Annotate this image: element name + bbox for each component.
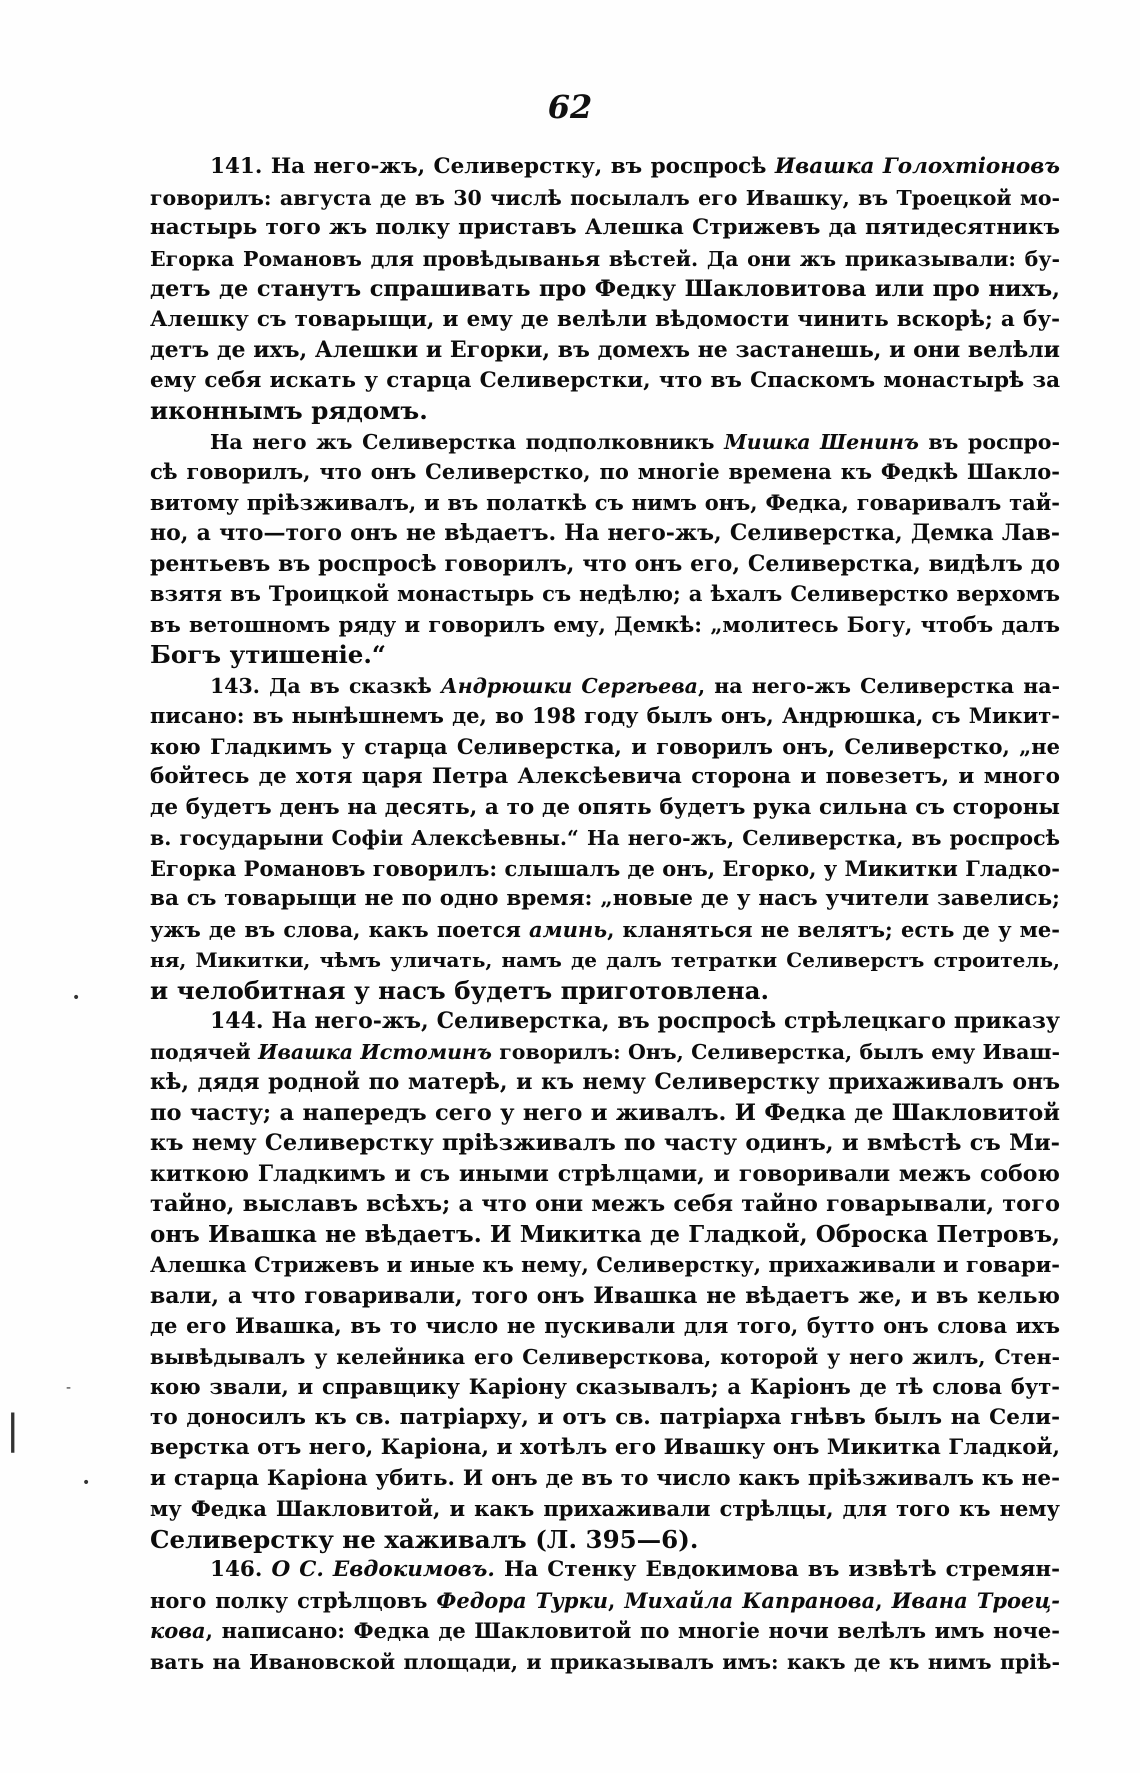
italic-name: аминь [529,916,608,942]
text-line [150,579,1060,610]
text-segment: ему себя искать у старца Селиверстки, что въ Спаскомъ монастырѣ за [150,367,1060,393]
text-segment: и челобитная у насъ будетъ приготовлена. [150,975,770,1005]
text-segment: то доносилъ къ св. патріарху, и отъ св. патріарха гнѣвъ былъ на Сели- [150,1404,1060,1430]
text-line [150,1403,1060,1434]
text-segment: вали, а что говаривали, того онъ Ивашка не вѣдаетъ же, и въ келью [150,1282,1060,1309]
text-segment: но, а что—того онъ не вѣдаетъ. На него-жъ, Селиверстка, Демка Лав- [150,520,1060,546]
text-segment: Алешка Стрижевъ и иные къ нему, Селиверстку, прихаживали и говари- [150,1252,1060,1277]
text-segment: и старца Каріона убить. И онъ де въ то число какъ пріѣзживалъ къ не- [150,1465,1060,1491]
text-segment: 146. [210,1557,272,1582]
text-line [150,488,1060,519]
italic-name: О С. Евдокимовъ. [271,1557,495,1582]
text-line [150,1433,1060,1464]
text-line [150,640,1060,671]
text-segment: говорилъ: Онъ, Селиверстка, былъ ему Иваш- [491,1039,1060,1064]
italic-name: Ивашка Голохтіоновъ [774,154,1060,179]
text-line [150,1647,1060,1678]
text-line [150,1586,1060,1617]
text-segment: детъ де ихъ, Алешки и Егорки, въ домехъ не застанешь, и они велѣли [150,337,1060,363]
text-line [150,1616,1060,1647]
text-line [150,1555,1060,1586]
text-line [150,1464,1060,1495]
text-segment: подячей [150,1039,259,1064]
text-segment: сѣ говорилъ, что онъ Селиверстко, по многіе времена къ Федкѣ Шакло- [150,459,1060,484]
text-line [150,1494,1060,1525]
text-segment: вать на Ивановской площади, и приказывалъ имъ: какъ де къ нимъ пріѣ- [150,1649,1060,1674]
text-segment: Селиверстку не хаживалъ (Л. 395—6). [150,1524,699,1554]
text-segment: рентьевъ въ роспросѣ говорилъ, что онъ его, Селиверстка, видѣлъ до [150,550,1060,577]
italic-name: Федора Турки [436,1587,608,1613]
text-segment: въ ветошномъ ряду и говорилъ ему, Демкѣ: „молитесь Богу, чтобъ далъ [150,611,1060,637]
text-line [150,1067,1060,1098]
italic-name: Ивашка Истоминъ [258,1039,492,1064]
text-line [150,366,1060,397]
margin-mark: - [66,1380,72,1396]
text-line [150,1281,1060,1312]
text-line [150,701,1060,732]
text-segment: , написано: Федка де Шакловитой по многіе ночи велѣлъ имъ ноче- [205,1618,1060,1643]
text-segment: писано: въ нынѣшнемъ де, во 198 году былъ онъ, Андрюшка, съ Микит- [150,703,1060,728]
text-segment: верстка отъ него, Каріона, и хотѣлъ его Ивашку онъ Микитка Гладкой, [150,1435,1060,1460]
text-line [150,1128,1060,1159]
margin-mark: | [6,1407,20,1453]
text-segment: , на него-жъ Селиверстка на- [697,673,1060,698]
text-line [150,823,1060,854]
body-text [150,152,1060,1677]
text-line [150,671,1060,702]
text-segment: де будетъ денъ на десять, а то де опять будетъ рука сильна съ стороны [150,794,1060,820]
italic-name: Ивана Троец- [891,1587,1060,1613]
page-number: 62 [547,88,593,126]
italic-name: Михайла Капранова [624,1587,876,1613]
text-line [150,549,1060,580]
text-segment: настырь того жъ полку приставъ Алешка Стрижевъ да пятидесятникъ [150,215,1060,240]
text-line [150,427,1060,458]
text-line [150,152,1060,183]
text-segment: говорилъ: августа де въ 30 числѣ посылалъ его Ивашку, въ Троецкой мо- [150,185,1060,210]
text-line [150,915,1060,946]
text-segment: ужъ де въ слова, какъ поется [150,916,530,942]
text-segment: На Стенку Евдокимова въ извѣтѣ стремян- [494,1557,1060,1582]
text-segment: ного полку стрѣлцовъ [150,1587,437,1613]
text-segment: де его Ивашка, въ то число не пускивали для того, бутто онъ слова ихъ [150,1313,1060,1338]
text-line [150,1372,1060,1403]
text-segment: кою Гладкимъ у старца Селиверстка, и говорилъ онъ, Селиверстко, „не [150,733,1060,759]
text-line [150,396,1060,427]
text-line [150,793,1060,824]
text-segment: тайно, выславъ всѣхъ; а что они межъ себя тайно говарывали, того [150,1191,1060,1217]
text-segment: бойтесь де хотя царя Петра Алексѣевича сторона и повезетъ, и много [150,764,1060,789]
text-segment: взятя въ Троицкой монастырь съ недѣлю; а ѣхалъ Селиверстко верхомъ [150,581,1060,606]
text-segment: Алешку съ товарыщи, и ему де велѣли вѣдомости чинить вскорѣ; а бу- [150,306,1060,332]
text-segment: ва съ товарыщи не по одно время: „новые де у насъ учители завелись; [150,886,1060,911]
italic-name: Андрюшки Сергѣева [441,673,698,698]
text-segment: въ роспро- [918,429,1060,454]
text-segment: къ нему Селиверстку пріѣзживалъ по часту одинъ, и вмѣстѣ съ Ми- [150,1130,1060,1156]
margin-mark: • [72,990,81,1006]
text-segment: , [875,1587,892,1613]
text-segment: онъ Ивашка не вѣдаетъ. И Микитка де Гладкой, Оброска Петровъ, [150,1220,1060,1248]
text-line [150,1220,1060,1251]
text-line [150,732,1060,763]
text-line [150,1189,1060,1220]
text-line [150,305,1060,336]
text-segment: иконнымъ рядомъ. [150,396,428,425]
text-segment: 144. На него-жъ, Селиверстка, въ роспросѣ стрѣлецкаго приказу [210,1008,1060,1034]
text-segment: детъ де станутъ спрашивать про Федку Шакловитова или про нихъ, [150,276,1060,302]
text-line [150,213,1060,244]
text-line [150,457,1060,488]
text-line [150,1342,1060,1373]
text-segment: вывѣдывалъ у келейника его Селиверсткова, которой у него жилъ, Стен- [150,1344,1060,1369]
text-segment: Богъ утишеніе.“ [150,640,387,669]
text-line [150,976,1060,1007]
text-segment: кою звали, и справщику Каріону сказывалъ; а Каріонъ де тѣ слова бут- [150,1374,1060,1399]
text-segment: 143. Да въ сказкѣ [210,673,441,698]
italic-name: кова [150,1618,206,1643]
text-segment: Егорка Романовъ для провѣдыванья вѣстей. Да они жъ приказывали: бу- [150,246,1060,271]
text-line [150,274,1060,305]
text-segment: витому пріѣзживалъ, и въ полаткѣ съ нимъ онъ, Федка, говаривалъ тай- [150,489,1060,515]
text-segment: 141. На него-жъ, Селиверстку, въ роспросѣ [210,154,775,179]
text-line [150,1250,1060,1281]
text-line [150,610,1060,641]
text-line [150,1525,1060,1556]
text-line [150,1006,1060,1037]
text-line [150,854,1060,885]
margin-mark: • [82,1475,91,1491]
text-segment: ня, Микитки, чѣмъ уличать, намъ де далъ тетратки Селиверстъ строитель, [150,948,1060,972]
text-segment: На него жъ Селиверстка подполковникъ [210,429,725,454]
text-line [150,762,1060,793]
text-segment: , кланяться не велятъ; есть де у ме- [607,916,1060,942]
text-segment: кѣ, дядя родной по матерѣ, и къ нему Селиверстку прихаживалъ онъ [150,1069,1060,1095]
text-line [150,518,1060,549]
text-line [150,1159,1060,1190]
italic-name: Мишка Шенинъ [724,429,919,454]
text-segment: в. государыни Софіи Алексѣевны.“ На него-жъ, Селиверстка, въ роспросѣ [150,826,1060,850]
text-line [150,335,1060,366]
text-line [150,945,1060,976]
text-line [150,1311,1060,1342]
text-line [150,1098,1060,1129]
text-line [150,183,1060,214]
text-line [150,884,1060,915]
text-segment: по часту; а напередъ сего у него и живалъ. И Федка де Шакловитой [150,1099,1060,1126]
text-segment: му Федка Шакловитой, и какъ прихаживали стрѣлцы, для того къ нему [150,1496,1060,1521]
text-line [150,244,1060,275]
text-segment: киткою Гладкимъ и съ иными стрѣлцами, и говоривали межъ собою [150,1160,1060,1187]
text-line [150,1037,1060,1068]
text-segment: Егорка Романовъ говорилъ: слышалъ де онъ, Егорко, у Микитки Гладко- [150,855,1060,881]
text-segment: , [607,1587,625,1613]
